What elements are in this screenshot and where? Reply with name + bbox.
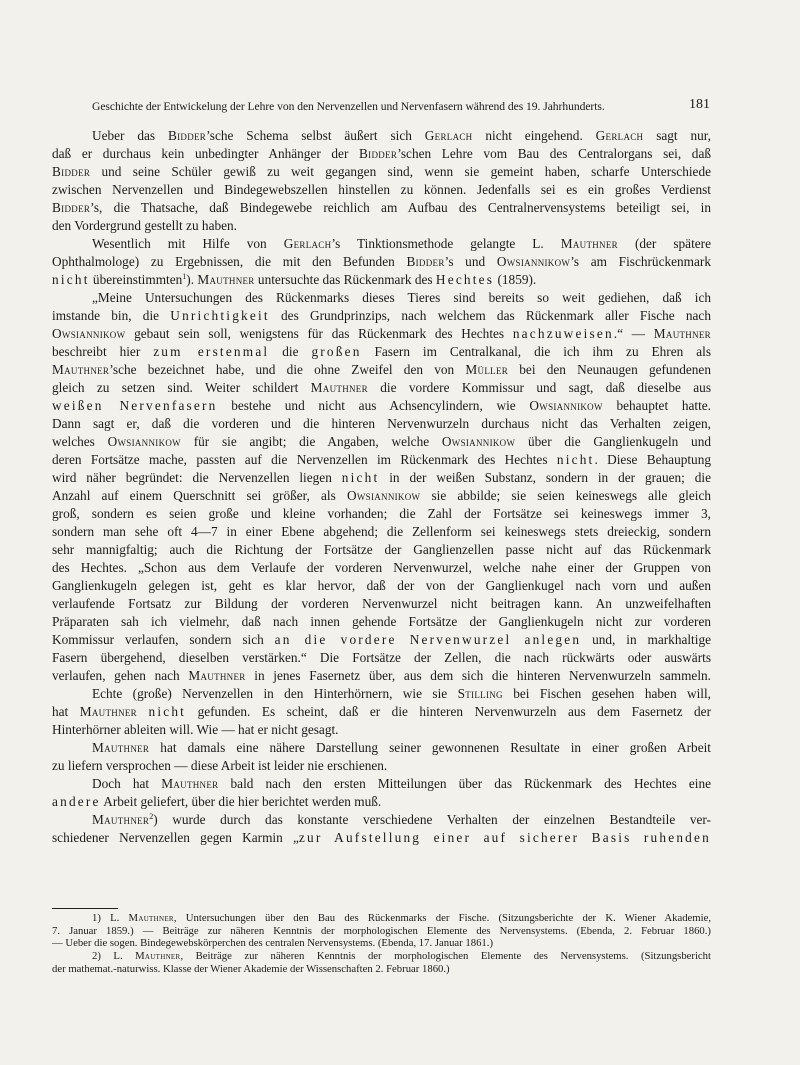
text-line: Ophthalmologe) zu Ergebnissen, die mit den Befunden Bidder’s und Owsiannikow’s am Fischrückenmark <box>52 254 711 269</box>
text-line: den Vordergrund gestellt zu haben. <box>52 218 238 233</box>
footnote-line: 7. Januar 1859.) — Beiträge zur näheren Kenntnis der morphologischen Elemente des Nervensystems. (Ebenda, 2. Februar 1860.) <box>52 924 711 937</box>
text-line: groß, sondern es seien große und kleine vorhanden; die Zahl der Fortsätze sei keineswegs immer 3, <box>52 506 711 521</box>
text-line: Bidder und seine Schüler gewiß zu weit gegangen sind, wenn sie gemeint haben, scharfe Unterschiede <box>52 164 711 179</box>
text-line: beschreibt hier zum erstenmal die großen Fasern im Centralkanal, die ich ihm zu Ehren als <box>52 344 711 359</box>
running-header: Geschichte der Entwickelung der Lehre von den Nervenzellen und Nervenfasern während des 19. Jahrhunderts. <box>92 100 605 113</box>
text-line: hat Mauthner nicht gefunden. Es scheint, daß er die hinteren Nervenwurzeln aus dem Fasernetz der <box>52 704 711 719</box>
text-line: andere Arbeit geliefert, über die hier berichtet werden muß. <box>52 794 382 809</box>
text-line: zwischen Nervenzellen und Bindegewebszellen hinstellen zu können. Jedenfalls sei es ein großes Verdienst <box>52 182 711 197</box>
page-number: 181 <box>689 97 710 112</box>
footnote-line: der mathemat.-naturwiss. Klasse der Wiener Akademie der Wissenschaften 2. Februar 1860.) <box>52 962 450 975</box>
text-line: imstande bin, die Unrichtigkeit des Grundprinzips, nach welchem das Rückenmark aller Fische nach <box>52 308 711 323</box>
text-line: wird näher begründet: die Nervenzellen liegen nicht in der weißen Substanz, sondern in der grauen; die <box>52 470 711 485</box>
body-text <box>52 127 711 847</box>
text-line: nicht übereinstimmten$^1$). Mauthner untersuchte das Rückenmark des Hechtes (1859). <box>52 272 537 287</box>
text-line: des Hechtes. „Schon aus dem Verlaufe der vorderen Nervenwurzel, welche nahe einer der Gruppen von <box>52 560 711 575</box>
text-line: Ueber das Bidder’sche Schema selbst äußert sich Gerlach nicht eingehend. Gerlach sagt nur, <box>92 128 711 143</box>
text-line: verlaufen, gehen nach Mauthner in jenes Fasernetz über, aus dem sich die hinteren Nervenwurzeln sammeln. <box>52 668 711 683</box>
text-line: Anzahl auf einem Querschnitt sei größer, als Owsiannikow sie abbilde; sie seien keineswegs alle gleich <box>52 488 711 503</box>
text-line: deren Fortsätze mache, passten auf die Nervenzellen im Rückenmark des Hechtes nicht. Diese Behauptung <box>52 452 711 467</box>
text-line: verlaufende Fortsatz zur Bildung der vorderen Nervenwurzel nicht beitragen kann. An unzweifelhaften <box>52 596 711 611</box>
text-line: Präparaten sah ich vielmehr, daß nach innen gehende Fortsätze der Ganglienkugeln nicht zur vorderen <box>52 614 711 629</box>
footnotes <box>52 912 711 975</box>
text-line: Ganglienkugeln gelegen ist, geht es klar hervor, daß der von der Ganglienkugel nach vorn und außen <box>52 578 711 593</box>
text-line: sondern man sehe oft 4—7 in einer Ebene abgehend; die Zellenform sei keineswegs stets dreieckig, sondern <box>52 524 711 539</box>
text-line: Mauthner’sche bezeichnet habe, und die ohne Zweifel den von Müller bei den Neunaugen gefundenen <box>52 362 711 377</box>
footnote-line: 2) L. Mauthner, Beiträge zur näheren Kenntnis der morphologischen Elemente des Nervensystems. (Sitzungsbericht <box>92 950 711 963</box>
footnote-ref: 1 <box>182 272 187 281</box>
text-line: Owsiannikow gebaut sein soll, wenigstens für das Rückenmark des Hechtes nachzuweisen.“ — Mauthner <box>52 326 711 341</box>
text-line: gleich zu setzen sind. Weiter schildert Mauthner die vordere Kommissur und sagt, daß dieselbe aus <box>52 380 711 395</box>
text-line: schiedener Nervenzellen gegen Karmin „zur Aufstellung einer auf sicherer Basis ruhenden <box>52 830 711 845</box>
text-line: Wesentlich mit Hilfe von Gerlach’s Tinktionsmethode gelangte L. Mauthner (der spätere <box>92 236 711 251</box>
text-line: Hinterhörner ableiten will. Wie — hat er nicht gesagt. <box>52 722 339 737</box>
footnote-line: — Ueber die sogen. Bindegewebskörperchen des centralen Nervensystems. (Ebenda, 17. Januar 1861.) <box>52 937 494 950</box>
text-line: „Meine Untersuchungen des Rückenmarks dieses Tieres sind bereits so weit gediehen, daß ich <box>92 290 711 305</box>
text-line: zu liefern versprochen — diese Arbeit ist leider nie erschienen. <box>52 758 388 773</box>
text-line: Echte (große) Nervenzellen in den Hinterhörnern, wie sie Stilling bei Fischen gesehen haben will, <box>92 686 711 701</box>
footnote-divider <box>52 908 118 909</box>
text-line: weißen Nervenfasern bestehe und nicht aus Achsencylindern, wie Owsiannikow behauptet hatte. <box>52 398 711 413</box>
text-line: Mauthner$^2$) wurde durch das konstante verschiedene Verhalten der einzelnen Bestandteile ver- <box>92 812 711 827</box>
footnote-ref: 2 <box>149 812 154 821</box>
text-line: Mauthner hat damals eine nähere Darstellung seiner gewonnenen Resultate in einer großen Arbeit <box>92 740 711 755</box>
text-line: Bidder’s, die Thatsache, daß Bindegewebe reichlich am Aufbau des Centralnervensystems beteiligt sei, in <box>52 200 711 215</box>
text-line: Fasern übergehend, dieselben verstärken.“ Die Fortsätze der Zellen, die nach rückwärts oder auswärts <box>52 650 711 665</box>
text-line: Dann sagt er, daß die vorderen und die hinteren Nervenwurzeln durchaus nicht das Verhalten zeigen, <box>52 416 711 431</box>
footnote-line: 1) L. Mauthner, Untersuchungen über den Bau des Rückenmarks der Fische. (Sitzungsberichte der K. Wiener Akademie, <box>92 912 711 924</box>
text-line: daß er durchaus kein unbedingter Anhänger der Bidder’schen Lehre vom Bau des Centralorgans sei, daß <box>52 146 711 161</box>
text-line: welches Owsiannikow für sie angibt; die Angaben, welche Owsiannikow über die Ganglienkugeln und <box>52 434 711 449</box>
text-line: Doch hat Mauthner bald nach den ersten Mitteilungen über das Rückenmark des Hechtes eine <box>92 776 711 791</box>
text-line: Kommissur verlaufen, sondern sich an die vordere Nervenwurzel anlegen und, in markhaltige <box>52 632 711 647</box>
text-line: sehr mannigfaltig; auch die Richtung der Fortsätze der Ganglienzellen passe nicht auf das Rückenmark <box>52 542 711 557</box>
